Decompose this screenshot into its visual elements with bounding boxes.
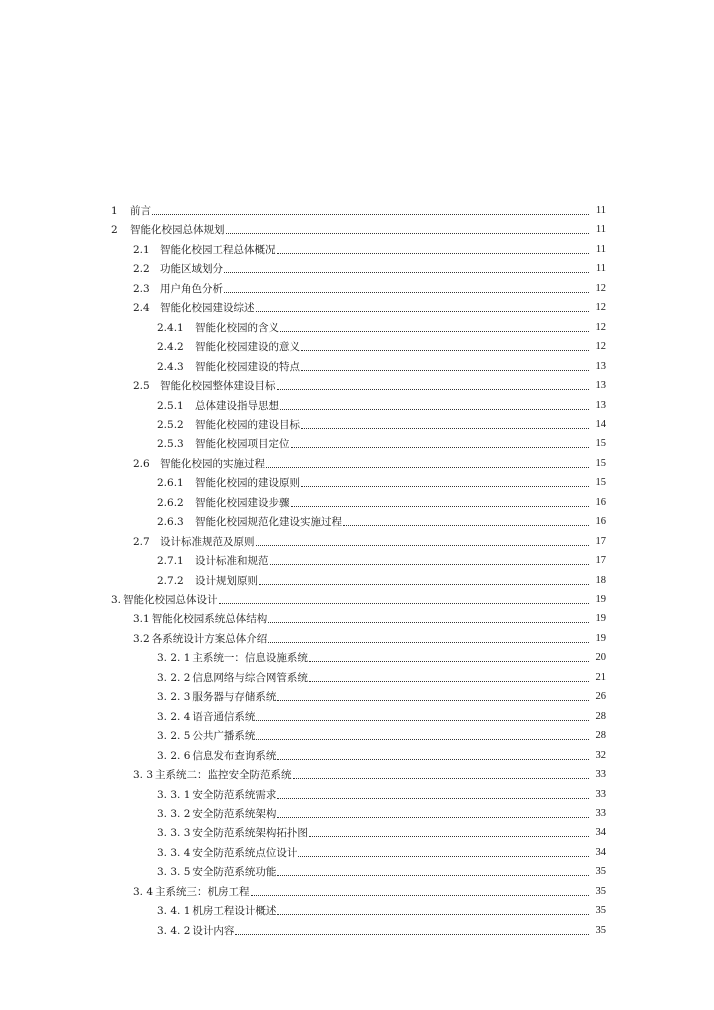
toc-entry-page: 35 <box>595 886 606 897</box>
toc-entry[interactable] <box>133 277 606 295</box>
toc-entry-page: 35 <box>595 925 606 936</box>
toc-dot-leader <box>301 370 589 371</box>
toc-entry-number: 2.4.1 <box>157 322 184 334</box>
toc-entry-number: 2 <box>111 224 118 236</box>
toc-entry[interactable] <box>133 238 606 256</box>
toc-entry-number: 3. 2. 4 <box>157 711 191 723</box>
toc-entry-number: 2.6 <box>133 458 150 470</box>
toc-dot-leader <box>224 272 589 273</box>
toc-entry[interactable] <box>133 452 606 470</box>
toc-entry[interactable] <box>111 588 606 606</box>
toc-dot-leader <box>291 447 590 448</box>
toc-entry-number: 3. 2. 3 <box>157 691 191 703</box>
toc-entry-title: 智能化校园的建设原则 <box>195 477 300 489</box>
toc-entry[interactable] <box>157 316 606 334</box>
toc-entry-number: 2.2 <box>133 263 150 275</box>
toc-entry[interactable] <box>157 860 606 878</box>
toc-dot-leader <box>219 603 589 604</box>
toc-dot-leader <box>301 350 589 351</box>
toc-entry-title: 功能区域划分 <box>160 263 223 275</box>
toc-entry-page: 35 <box>595 866 606 877</box>
toc-entry-title: 智能化校园整体建设目标 <box>160 380 276 392</box>
toc-entry[interactable] <box>157 355 606 373</box>
toc-entry-page: 12 <box>595 283 606 294</box>
toc-entry-title: 智能化校园建设步骤 <box>195 497 290 509</box>
toc-dot-leader <box>251 895 589 896</box>
toc-entry[interactable] <box>133 880 606 898</box>
toc-entry[interactable] <box>157 724 606 742</box>
toc-entry[interactable] <box>157 919 606 937</box>
toc-entry-title: 智能化校园的实施过程 <box>160 458 265 470</box>
toc-entry-page: 35 <box>595 905 606 916</box>
toc-dot-leader <box>277 914 589 915</box>
toc-entry[interactable] <box>157 569 606 587</box>
toc-entry-number: 2.3 <box>133 283 150 295</box>
toc-entry[interactable] <box>157 432 606 450</box>
toc-entry-title: 用户角色分析 <box>160 283 223 295</box>
toc-entry-number: 3. 2. 6 <box>157 750 191 762</box>
toc-dot-leader <box>277 759 589 760</box>
toc-entry-page: 34 <box>595 847 606 858</box>
toc-entry[interactable] <box>133 627 606 645</box>
toc-dot-leader <box>309 836 589 837</box>
toc-entry-page: 26 <box>595 691 606 702</box>
toc-entry-page: 14 <box>595 419 606 430</box>
toc-dot-leader <box>280 331 589 332</box>
toc-entry-title: 安全防范系统功能 <box>192 866 277 878</box>
toc-dot-leader <box>343 525 589 526</box>
toc-entry[interactable] <box>157 471 606 489</box>
toc-entry-page: 18 <box>595 575 606 586</box>
toc-entry-page: 33 <box>595 789 606 800</box>
toc-entry-number: 2.5.3 <box>157 438 184 450</box>
toc-entry-page: 19 <box>595 594 606 605</box>
toc-entry[interactable] <box>133 763 606 781</box>
toc-dot-leader <box>256 720 589 721</box>
toc-entry-number: 3.1 <box>133 613 150 625</box>
toc-entry[interactable] <box>157 783 606 801</box>
toc-entry-page: 33 <box>595 769 606 780</box>
toc-dot-leader <box>309 681 589 682</box>
toc-entry[interactable] <box>157 335 606 353</box>
toc-dot-leader <box>277 389 590 390</box>
toc-entry-title: 服务器与存储系统 <box>192 691 277 703</box>
toc-entry-title: 设计规划原则 <box>195 575 258 587</box>
toc-entry-page: 21 <box>595 672 606 683</box>
toc-entry-title: 智能化校园的含义 <box>195 322 279 334</box>
toc-dot-leader <box>256 311 590 312</box>
toc-entry-page: 17 <box>595 536 606 547</box>
toc-entry-number: 3. 3. 4 <box>157 847 191 859</box>
toc-entry-title: 主系统三：机房工程 <box>155 886 250 898</box>
toc-entry-title: 智能化校园建设综述 <box>160 302 255 314</box>
toc-entry-title: 智能化校园的建设目标 <box>195 419 300 431</box>
toc-dot-leader <box>277 817 589 818</box>
toc-entry-number: 2.5.1 <box>157 400 184 412</box>
toc-entry-page: 13 <box>595 361 606 372</box>
toc-entry-page: 11 <box>595 244 606 255</box>
toc-dot-leader <box>226 233 590 234</box>
toc-entry-number: 3. 4. 1 <box>157 905 191 917</box>
toc-entry[interactable] <box>157 549 606 567</box>
toc-entry-title: 智能化校园总体规划 <box>130 224 225 236</box>
toc-entry-page: 15 <box>595 477 606 488</box>
toc-entry-number: 3. 4. 2 <box>157 925 191 937</box>
toc-entry[interactable] <box>157 394 606 412</box>
toc-entry-number: 1 <box>111 205 118 217</box>
toc-entry[interactable] <box>157 685 606 703</box>
toc-dot-leader <box>268 642 589 643</box>
toc-dot-leader <box>277 875 589 876</box>
toc-dot-leader <box>301 486 589 487</box>
toc-entry[interactable] <box>157 646 606 664</box>
toc-entry-page: 12 <box>595 302 606 313</box>
toc-entry-number: 2.7 <box>133 536 150 548</box>
toc-entry-number: 3. 2. 2 <box>157 672 191 684</box>
toc-entry-title: 智能化校园建设的特点 <box>195 361 300 373</box>
toc-entry[interactable] <box>157 705 606 723</box>
toc-entry-page: 17 <box>595 555 606 566</box>
toc-entry-number: 3. <box>111 594 122 606</box>
toc-entry[interactable] <box>157 666 606 684</box>
toc-entry[interactable] <box>111 199 606 217</box>
toc-entry-page: 19 <box>595 613 606 624</box>
toc-dot-leader <box>235 934 589 935</box>
toc-entry-title: 智能化校园项目定位 <box>195 438 290 450</box>
toc-entry-title: 总体建设指导思想 <box>195 400 279 412</box>
toc-entry[interactable] <box>157 899 606 917</box>
toc-entry-page: 15 <box>595 438 606 449</box>
toc-entry-number: 3. 3. 1 <box>157 789 191 801</box>
toc-entry-page: 11 <box>595 224 606 235</box>
toc-entry-title: 安全防范系统需求 <box>192 789 277 801</box>
toc-entry[interactable] <box>133 607 606 625</box>
toc-entry-page: 32 <box>595 750 606 761</box>
toc-entry-page: 28 <box>595 711 606 722</box>
toc-entry-number: 2.5 <box>133 380 150 392</box>
toc-entry-title: 设计标准规范及原则 <box>160 536 255 548</box>
toc-dot-leader <box>291 506 590 507</box>
toc-entry-title: 信息网络与综合网管系统 <box>192 672 308 684</box>
toc-entry-page: 33 <box>595 808 606 819</box>
toc-dot-leader <box>277 253 590 254</box>
toc-entry-title: 安全防范系统点位设计 <box>192 847 298 859</box>
toc-entry-number: 3. 3. 3 <box>157 827 191 839</box>
toc-entry-number: 2.4.3 <box>157 361 184 373</box>
toc-entry-number: 2.1 <box>133 244 150 256</box>
toc-entry-title: 信息发布查询系统 <box>192 750 277 762</box>
toc-entry-number: 2.4 <box>133 302 150 314</box>
toc-entry[interactable] <box>133 374 606 392</box>
toc-entry-page: 13 <box>595 400 606 411</box>
toc-entry-number: 3. 4 <box>133 886 154 898</box>
toc-entry-title: 安全防范系统架构 <box>192 808 277 820</box>
toc-entry-title: 主系统一：信息设施系统 <box>192 652 308 664</box>
toc-dot-leader <box>277 798 589 799</box>
toc-entry[interactable] <box>157 491 606 509</box>
toc-dot-leader <box>298 856 589 857</box>
toc-entry-page: 11 <box>595 205 606 216</box>
toc-dot-leader <box>309 661 589 662</box>
toc-entry-page: 16 <box>595 497 606 508</box>
toc-entry[interactable] <box>111 218 606 236</box>
toc-dot-leader <box>293 778 589 779</box>
toc-entry-title: 设计标准和规范 <box>195 555 269 567</box>
toc-entry-number: 3. 3. 5 <box>157 866 191 878</box>
toc-entry-page: 12 <box>595 322 606 333</box>
toc-entry-page: 34 <box>595 827 606 838</box>
toc-dot-leader <box>270 564 590 565</box>
toc-entry-title: 主系统二：监控安全防范系统 <box>155 769 292 781</box>
toc-entry-number: 2.6.1 <box>157 477 184 489</box>
toc-entry-title: 各系统设计方案总体介绍 <box>151 633 268 645</box>
toc-entry-number: 3. 3. 2 <box>157 808 191 820</box>
toc-entry-title: 智能化校园建设的意义 <box>195 341 300 353</box>
toc-entry[interactable] <box>157 744 606 762</box>
toc-entry-page: 15 <box>595 458 606 469</box>
toc-dot-leader <box>224 292 589 293</box>
toc-entry[interactable] <box>157 510 606 528</box>
toc-dot-leader <box>256 739 589 740</box>
toc-entry-title: 智能化校园系统总体结构 <box>151 613 268 625</box>
toc-entry-number: 2.7.1 <box>157 555 184 567</box>
toc-entry-number: 2.5.2 <box>157 419 184 431</box>
toc-entry-page: 11 <box>595 263 606 274</box>
toc-entry-number: 2.6.2 <box>157 497 184 509</box>
toc-entry-title: 语音通信系统 <box>192 711 256 723</box>
toc-entry-number: 3.2 <box>133 633 150 645</box>
toc-dot-leader <box>280 409 589 410</box>
toc-entry-number: 2.6.3 <box>157 516 184 528</box>
toc-dot-leader <box>268 622 589 623</box>
toc-entry-page: 20 <box>595 652 606 663</box>
toc-entry-number: 3. 3 <box>133 769 154 781</box>
toc-entry-title: 设计内容 <box>192 925 235 937</box>
toc-dot-leader <box>259 584 589 585</box>
toc-dot-leader <box>256 545 590 546</box>
toc-entry-title: 前言 <box>130 205 151 217</box>
toc-entry-title: 机房工程设计概述 <box>192 905 277 917</box>
toc-entry[interactable] <box>157 802 606 820</box>
toc-dot-leader <box>301 428 589 429</box>
toc-entry-number: 2.4.2 <box>157 341 184 353</box>
toc-entry[interactable] <box>133 296 606 314</box>
toc-entry-title: 智能化校园总体设计 <box>123 594 218 606</box>
toc-entry-title: 公共广播系统 <box>192 730 256 742</box>
toc-entry-number: 2.7.2 <box>157 575 184 587</box>
toc-entry-number: 3. 2. 1 <box>157 652 191 664</box>
toc-dot-leader <box>277 700 589 701</box>
toc-entry[interactable] <box>157 821 606 839</box>
toc-entry-page: 28 <box>595 730 606 741</box>
toc-entry-title: 智能化校园规范化建设实施过程 <box>195 516 342 528</box>
toc-entry[interactable] <box>157 841 606 859</box>
toc-entry[interactable] <box>133 530 606 548</box>
toc-dot-leader <box>266 467 589 468</box>
toc-entry[interactable] <box>133 257 606 275</box>
toc-dot-leader <box>152 214 589 215</box>
toc-entry-page: 16 <box>595 516 606 527</box>
toc-entry-title: 安全防范系统架构拓扑图 <box>192 827 308 839</box>
toc-entry-page: 19 <box>595 633 606 644</box>
toc-entry-title: 智能化校园工程总体概况 <box>160 244 276 256</box>
toc-entry-page: 12 <box>595 341 606 352</box>
toc-entry-number: 3. 2. 5 <box>157 730 191 742</box>
toc-entry[interactable] <box>157 413 606 431</box>
toc-entry-page: 13 <box>595 380 606 391</box>
